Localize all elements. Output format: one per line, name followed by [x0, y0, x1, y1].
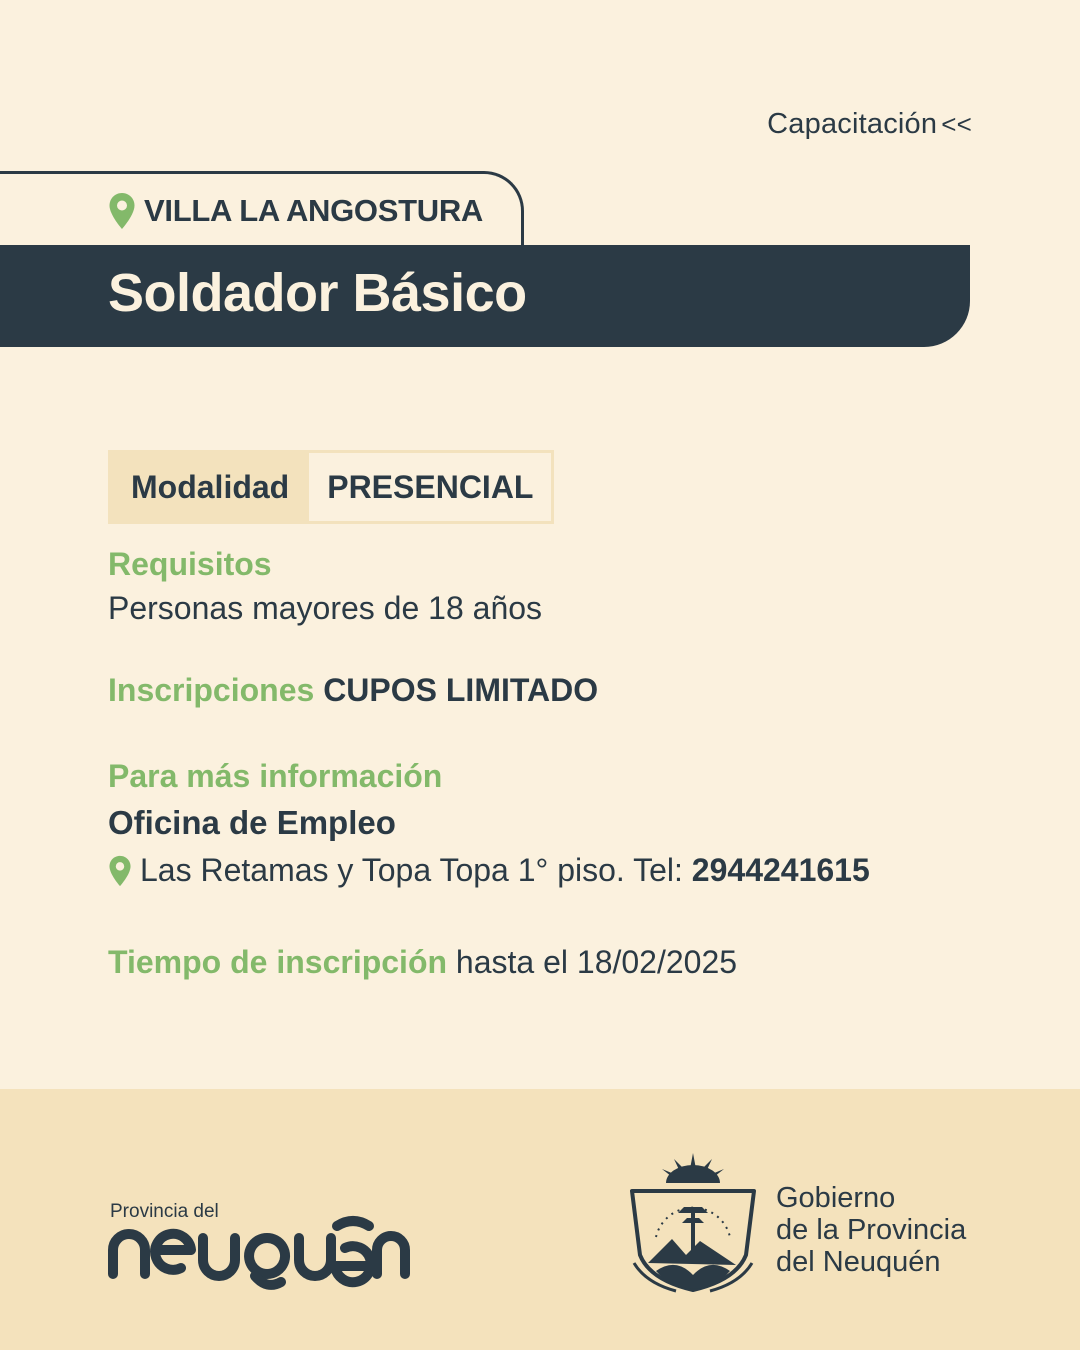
tiempo-value: hasta el 18/02/2025 — [455, 944, 738, 980]
requisitos-text: Personas mayores de 18 años — [108, 590, 543, 626]
location-row — [108, 192, 483, 230]
inscripciones-label: Inscripciones — [108, 672, 315, 708]
address-row — [108, 852, 870, 889]
inscripciones-value: CUPOS LIMITADO — [323, 672, 599, 708]
modalidad-label: Modalidad — [111, 453, 309, 521]
info-label: Para más información — [108, 758, 443, 794]
inscripciones-row — [108, 672, 598, 709]
modalidad-value: PRESENCIAL — [327, 468, 534, 505]
location-text: VILLA LA ANGOSTURA — [144, 193, 484, 228]
address-line: Las Retamas y Topa Topa 1° piso. Tel: — [140, 852, 692, 888]
gov-line-2: de la Provincia — [776, 1214, 967, 1246]
modalidad-box — [108, 450, 554, 524]
location-pin-icon — [108, 855, 132, 887]
requisitos-label: Requisitos — [108, 546, 272, 582]
phone-number[interactable]: 2944241615 — [691, 852, 870, 888]
tiempo-row — [108, 944, 737, 981]
government-crest-icon — [626, 1145, 760, 1295]
location-pin-icon — [108, 192, 136, 230]
government-text — [776, 1182, 966, 1278]
address-text — [140, 852, 870, 889]
neuquen-logo — [105, 1206, 415, 1296]
gov-line-1: Gobierno — [776, 1182, 896, 1214]
gov-line-3: del Neuquén — [776, 1246, 941, 1278]
course-title: Soldador Básico — [108, 263, 527, 323]
category-label — [767, 108, 972, 141]
category-text: Capacitación — [767, 108, 938, 140]
category-arrow: << — [941, 109, 972, 139]
office-name: Oficina de Empleo — [108, 804, 396, 841]
province-small-text: Provincia del — [110, 1201, 219, 1222]
tiempo-label: Tiempo de inscripción — [108, 944, 448, 980]
